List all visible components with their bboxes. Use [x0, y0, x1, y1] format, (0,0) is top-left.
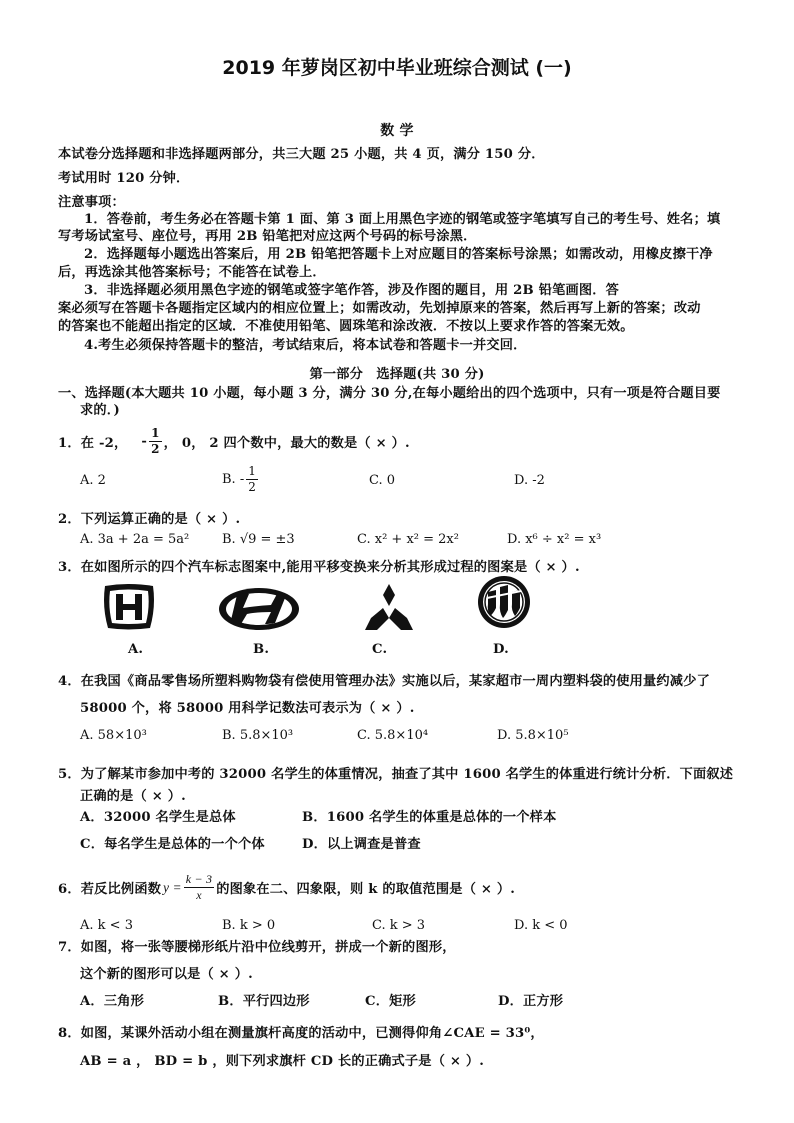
q6-frac-num: k − 3: [185, 872, 213, 886]
q8-stem-1: 8．如图，某课外活动小组在测量旗杆高度的活动中，已测得仰角∠CAE = 33⁰，: [58, 1026, 544, 1041]
q1-option-b: [222, 464, 260, 495]
q3-stem: 3．在如图所示的四个汽车标志图案中,能用平移变换来分析其形成过程的图案是（ × ）.: [58, 560, 580, 575]
q1-stem: [58, 426, 410, 457]
q5-option-d: D．以上调查是普查: [302, 837, 421, 852]
note-2b: 后，再选涂其他答案标号；不能答在试卷上．: [58, 265, 326, 280]
section1-line-2: 求的．): [80, 403, 121, 418]
section1-line-1: 一、选择题(本大题共 10 小题，每小题 3 分，满分 30 分,在每小题给出的四个选项中，只有一项是符合题目要: [58, 386, 721, 401]
note-1a: 1．答卷前，考生务必在答题卡第 1 面、第 3 面上用黑色字迹的钢笔或签字笔填写自己的考生号、姓名；填: [84, 212, 721, 227]
q1-frac-sign: -: [141, 434, 148, 449]
q6-option-d: D. k < 0: [514, 918, 568, 933]
q2-option-b: B. √9 = ±3: [222, 532, 295, 547]
q2-option-c: C. x² + x² = 2x²: [357, 532, 459, 547]
q6-stem-a: 6．若反比例函数: [58, 882, 162, 897]
intro-line-1: 本试卷分选择题和非选择题两部分，共三大题 25 小题，共 4 页，满分 150 分．: [58, 147, 545, 162]
q4-option-d: D. 5.8×10⁵: [497, 728, 569, 743]
q5-stem-1: 5．为了解某市参加中考的 32000 名学生的体重情况，抽查了其中 1600 名学生的体重进行统计分析．下面叙述: [58, 767, 734, 782]
q4-stem-1: 4．在我国《商品零售场所塑料购物袋有偿使用管理办法》实施以后，某家超市一周内塑料袋的使用量约减少了: [58, 674, 710, 689]
q1-fraction: [149, 426, 162, 457]
q4-stem-2: 58000 个，将 58000 用科学记数法可表示为（ × ）.: [80, 701, 415, 716]
q1-option-b-fraction: [246, 464, 258, 495]
q6-option-c: C. k > 3: [372, 918, 426, 933]
q4-option-a: A. 58×10³: [80, 728, 147, 743]
q3-label-c: C.: [372, 642, 388, 657]
q1-frac-den: 2: [151, 442, 160, 456]
hyundai-logo-icon: [217, 586, 301, 632]
subject-heading: 数 学: [380, 123, 414, 139]
q4-option-b: B. 5.8×10³: [222, 728, 294, 743]
q5-stem-2: 正确的是（ × ）.: [80, 789, 186, 804]
q1-stem-a: 1．在 -2，: [58, 436, 128, 451]
q5-option-c: C．每名学生是总体的一个个体: [80, 837, 265, 852]
note-1b: 写考场试室号、座位号，再用 2B 铅笔把对应这两个号码的标号涂黑．: [58, 229, 477, 244]
q1-option-c: C. 0: [369, 473, 396, 488]
q1-option-b-label: B. -: [222, 472, 245, 487]
q1-frac-num: 1: [151, 426, 160, 440]
q6-fraction: [184, 872, 214, 903]
q5-option-b: B．1600 名学生的体重是总体的一个样本: [302, 810, 557, 825]
q3-label-d: D.: [493, 642, 509, 657]
note-3c: 的答案也不能超出指定的区域．不准使用铅笔、圆珠笔和涂改液．不按以上要求作答的答案无效。: [58, 319, 634, 334]
q2-option-a: A. 3a + 2a = 5a²: [80, 532, 190, 547]
q5-option-a: A．32000 名学生是总体: [80, 810, 236, 825]
note-3a: 3．非选择题必须用黑色字迹的钢笔或签字笔作答，涉及作图的题目，用 2B 铅笔画图．答: [84, 283, 620, 298]
q6-option-a: A. k < 3: [80, 918, 133, 933]
q6-function: y =: [163, 879, 182, 895]
exam-title: 2019 年萝岗区初中毕业班综合测试 (一): [222, 57, 572, 79]
q7-option-c: C．矩形: [365, 994, 416, 1009]
q1-option-a: A. 2: [80, 473, 106, 488]
notes-heading: 注意事项：: [58, 195, 125, 210]
q3-label-a: A.: [128, 642, 144, 657]
note-4: 4.考生必须保持答题卡的整洁，考试结束后，将本试卷和答题卡一并交回．: [84, 338, 527, 353]
note-2a: 2．选择题每小题选出答案后，用 2B 铅笔把答题卡上对应题目的答案标号涂黑；如需改动，用橡皮擦干净: [84, 247, 713, 262]
q7-stem-2: 这个新的图形可以是（ × ）.: [80, 967, 253, 982]
q6-frac-den: x: [196, 888, 202, 902]
q6-option-b: B. k > 0: [222, 918, 276, 933]
q1-option-b-den: 2: [248, 480, 256, 494]
q1-stem-b: ， 0， 2 四个数中，最大的数是（ × ）.: [163, 436, 410, 451]
q7-option-a: A．三角形: [80, 994, 144, 1009]
q2-option-d: D. x⁶ ÷ x² = x³: [507, 532, 602, 547]
q6-stem: [58, 872, 515, 903]
q8-stem-2: AB = a ， BD = b ，则下列求旗杆 CD 长的正确式子是（ × ）.: [80, 1054, 485, 1069]
q7-option-b: B．平行四边形: [218, 994, 310, 1009]
note-3b: 案必须写在答题卡各题指定区域内的相应位置上；如需改动，先划掉原来的答案，然后再写上新的答案；改动: [58, 301, 701, 316]
buick-logo-icon: [475, 574, 533, 630]
q6-stem-b: 的图象在二、四象限，则 k 的取值范围是（ × ）.: [216, 882, 516, 897]
q1-option-d: D. -2: [514, 473, 545, 488]
honda-logo-icon: [101, 582, 157, 632]
q2-stem: 2．下列运算正确的是（ × ）.: [58, 512, 241, 527]
q1-option-b-num: 1: [248, 464, 256, 478]
q7-stem-1: 7．如图，将一张等腰梯形纸片沿中位线剪开，拼成一个新的图形，: [58, 940, 456, 955]
intro-line-2: 考试用时 120 分钟．: [58, 171, 190, 186]
mitsubishi-logo-icon: [361, 582, 417, 632]
q4-option-c: C. 5.8×10⁴: [357, 728, 429, 743]
q3-label-b: B.: [253, 642, 270, 657]
q7-option-d: D．正方形: [498, 994, 564, 1009]
part1-heading: 第一部分 选择题(共 30 分): [309, 367, 485, 382]
